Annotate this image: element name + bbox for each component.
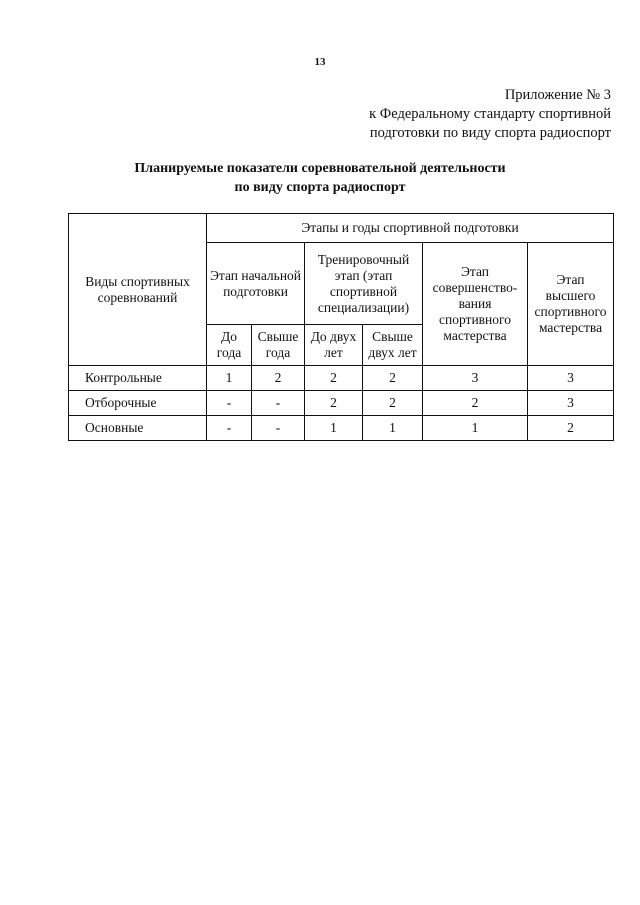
row-label: Отборочные bbox=[69, 391, 207, 416]
table-cell: 1 bbox=[363, 416, 423, 441]
table-cell: 2 bbox=[252, 366, 305, 391]
table-row bbox=[69, 391, 614, 416]
group-header: Этапы и годы спортивной подготовки bbox=[207, 214, 614, 243]
appendix-line: к Федеральному стандарту спортивной bbox=[369, 106, 611, 122]
table-cell: 2 bbox=[305, 366, 363, 391]
table-cell: 3 bbox=[423, 366, 528, 391]
table-cell: 3 bbox=[528, 391, 614, 416]
title-line: Планируемые показатели соревновательной деятельности bbox=[134, 161, 506, 176]
stage-header: Этап начальной подготовки bbox=[207, 243, 305, 325]
page-number: 13 bbox=[314, 56, 326, 68]
row-label: Контрольные bbox=[69, 366, 207, 391]
table-cell: 2 bbox=[528, 416, 614, 441]
table-cell: - bbox=[252, 391, 305, 416]
year-subheader: Свыше двух лет bbox=[363, 325, 423, 366]
appendix-header bbox=[369, 86, 611, 143]
year-subheader: Свыше года bbox=[252, 325, 305, 366]
table-cell: 1 bbox=[423, 416, 528, 441]
corner-header: Виды спортивных соревнований bbox=[69, 214, 207, 366]
table-cell: 2 bbox=[363, 366, 423, 391]
appendix-line: подготовки по виду спорта радиоспорт bbox=[369, 125, 611, 141]
stage-header: Этап высшего спортивного мастерства bbox=[528, 243, 614, 366]
stage-header: Тренировочный этап (этап спортивной специализации) bbox=[305, 243, 423, 325]
table-row bbox=[69, 366, 614, 391]
stage-header: Этап совершенство-вания спортивного мастерства bbox=[423, 243, 528, 366]
table-cell: 2 bbox=[423, 391, 528, 416]
year-subheader: До двух лет bbox=[305, 325, 363, 366]
appendix-line: Приложение № 3 bbox=[504, 87, 611, 103]
document-title bbox=[0, 159, 640, 197]
table-cell: 1 bbox=[305, 416, 363, 441]
table-row bbox=[69, 416, 614, 441]
table-cell: - bbox=[207, 391, 252, 416]
table-cell: 1 bbox=[207, 366, 252, 391]
table-cell: 2 bbox=[363, 391, 423, 416]
table-cell: 3 bbox=[528, 366, 614, 391]
row-label: Основные bbox=[69, 416, 207, 441]
title-line: по виду спорта радиоспорт bbox=[234, 180, 406, 195]
table-cell: - bbox=[207, 416, 252, 441]
table-cell: 2 bbox=[305, 391, 363, 416]
table-cell: - bbox=[252, 416, 305, 441]
competition-indicators-table bbox=[68, 213, 614, 441]
year-subheader: До года bbox=[207, 325, 252, 366]
